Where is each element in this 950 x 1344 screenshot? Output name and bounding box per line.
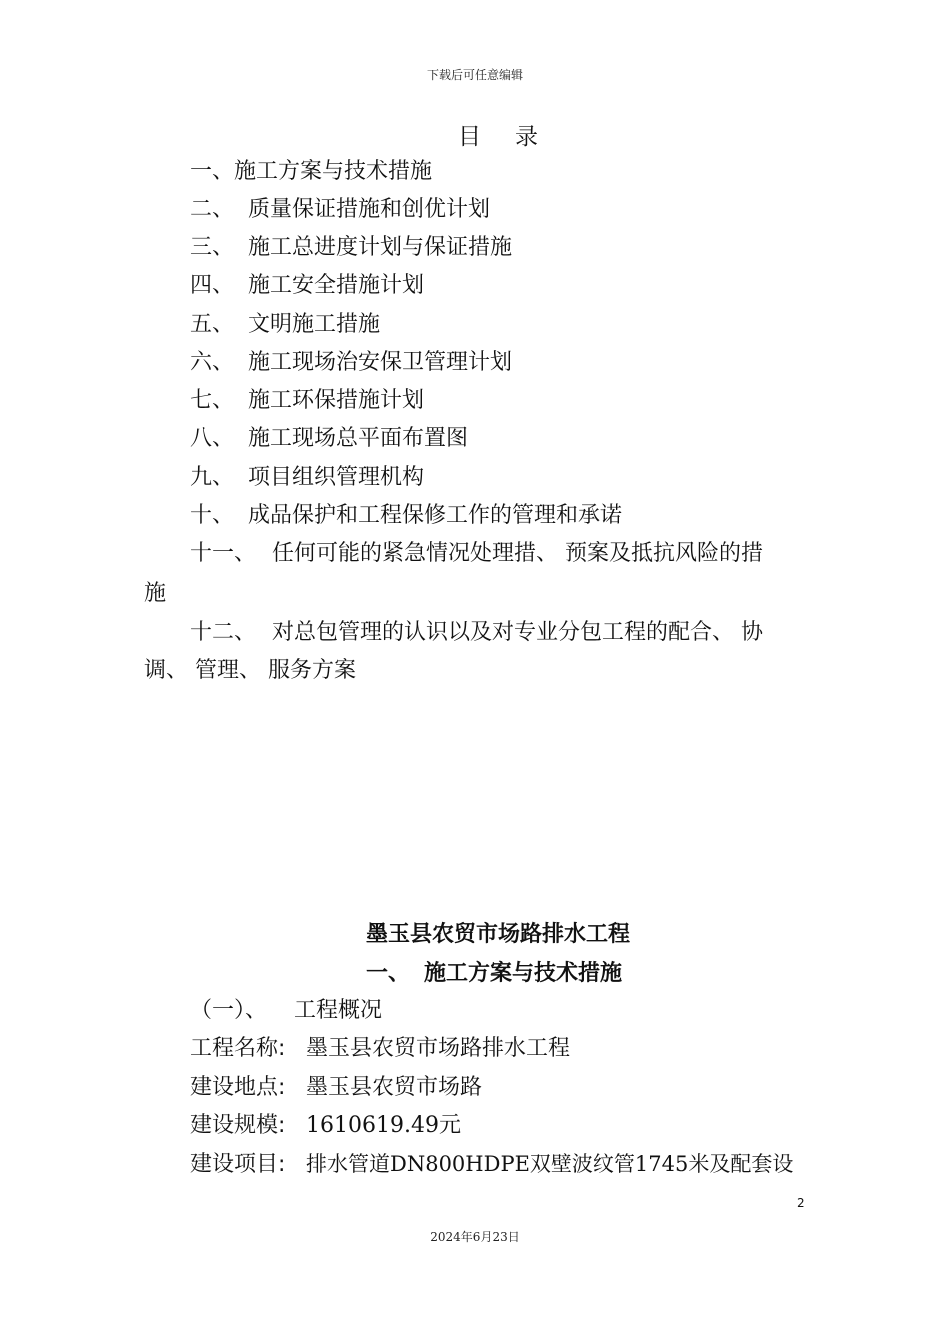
toc-item-number: 五、	[190, 312, 235, 337]
toc-item-text: 项目组织管理机构	[248, 465, 425, 490]
toc-item-text: 施工现场总平面布置图	[248, 426, 469, 451]
toc-item-number: 七、	[190, 388, 235, 413]
field-row	[190, 1145, 793, 1184]
field-value: 墨玉县农贸市场路排水工程	[306, 1036, 571, 1061]
field-value: 墨玉县农贸市场路	[306, 1075, 483, 1100]
toc-item-text: 任何可能的紧急情况处理措、 预案及抵抗风险的措	[272, 541, 763, 566]
toc-item	[190, 614, 763, 652]
toc-item-text: 施工现场治安保卫管理计划	[248, 350, 513, 375]
field-label: 工程名称:	[190, 1036, 286, 1061]
field-row	[190, 1030, 570, 1068]
toc-item-number: 六、	[190, 350, 235, 375]
toc-item-text: 施工安全措施计划	[248, 273, 425, 298]
page-header: 下载后可任意编辑	[426, 68, 523, 82]
subsection-number: （一）、	[190, 998, 268, 1023]
toc-item-number: 八、	[190, 426, 235, 451]
toc-item	[190, 191, 490, 229]
section-number: 一、	[366, 961, 411, 986]
toc-item-text: 对总包管理的认识以及对专业分包工程的配合、 协	[272, 620, 763, 645]
toc-item-text: 文明施工措施	[248, 312, 381, 337]
toc-item-number: 二、	[190, 197, 235, 222]
page-number: 2	[797, 1196, 805, 1210]
toc-item	[190, 497, 622, 535]
toc-item	[190, 382, 424, 420]
field-label: 建设项目:	[190, 1152, 286, 1177]
toc-item-continuation: 调、 管理、 服务方案	[144, 658, 356, 683]
section-heading	[366, 956, 622, 987]
page-footer-date: 2024年6月23日	[430, 1230, 520, 1244]
toc-item-number: 一、	[190, 159, 235, 184]
field-value: 1610619.49元	[306, 1113, 461, 1138]
field-row	[190, 1069, 482, 1107]
field-label: 建设规模:	[190, 1113, 286, 1138]
section-title: 施工方案与技术措施	[424, 961, 623, 986]
toc-item-number: 九、	[190, 465, 235, 490]
toc-item-text: 质量保证措施和创优计划	[248, 197, 491, 222]
toc-item-text: 施工环保措施计划	[248, 388, 425, 413]
toc-item	[190, 153, 432, 191]
toc-title: 目录	[458, 124, 572, 150]
subsection-title: 工程概况	[294, 998, 383, 1023]
toc-item-text: 施工方案与技术措施	[234, 159, 433, 184]
toc-item-text: 施工总进度计划与保证措施	[248, 235, 513, 260]
toc-item	[190, 267, 424, 305]
toc-item	[190, 535, 763, 573]
toc-item	[190, 306, 380, 344]
toc-item-number: 十一、	[190, 541, 257, 566]
subsection-heading	[190, 992, 382, 1030]
toc-item	[190, 229, 512, 267]
toc-item-number: 十二、	[190, 620, 257, 645]
toc-item-number: 三、	[190, 235, 235, 260]
toc-item-number: 四、	[190, 273, 235, 298]
toc-item	[190, 459, 424, 497]
toc-item	[190, 420, 468, 458]
toc-item-continuation: 施	[144, 581, 167, 606]
field-row	[190, 1107, 461, 1145]
field-value: 排水管道DN800HDPE双壁波纹管1745米及配套设	[306, 1152, 794, 1176]
toc-item	[190, 344, 512, 382]
field-label: 建设地点:	[190, 1075, 286, 1100]
toc-item-text: 成品保护和工程保修工作的管理和承诺	[248, 503, 623, 528]
project-title: 墨玉县农贸市场路排水工程	[365, 922, 630, 947]
toc-item-number: 十、	[190, 503, 235, 528]
